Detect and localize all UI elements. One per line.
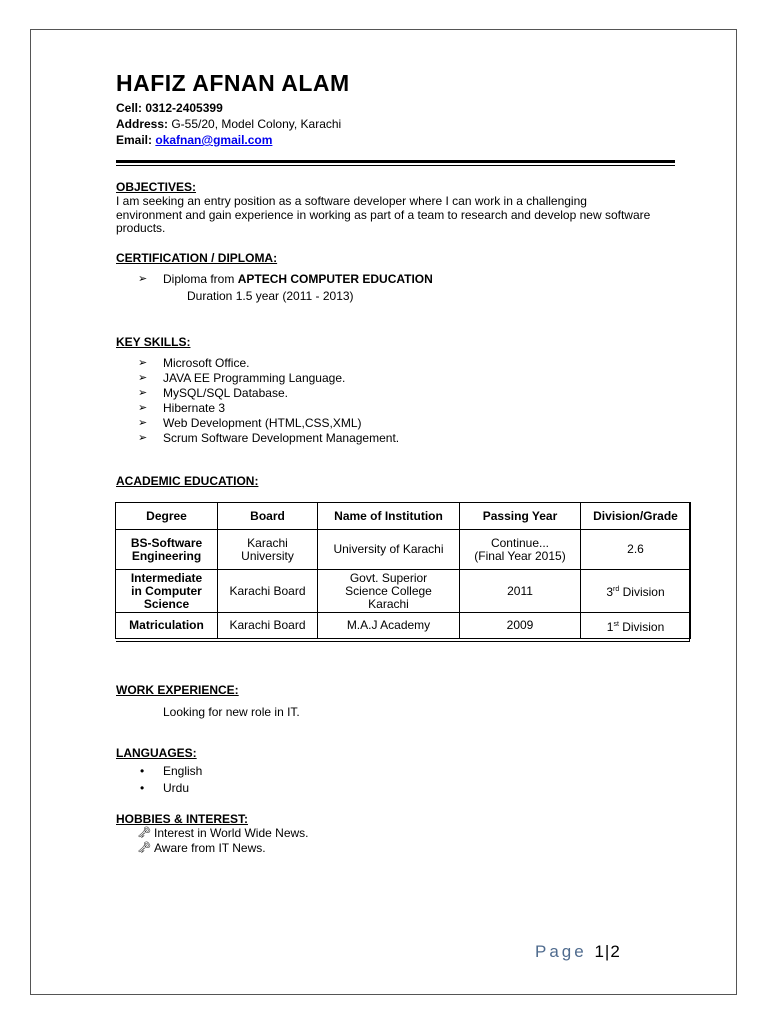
column-header: Board [218, 503, 318, 530]
education-heading: ACADEMIC EDUCATION: [116, 474, 259, 488]
language-item: English [163, 764, 203, 778]
cell-line: University [241, 548, 294, 563]
cell-line: in Computer [131, 583, 202, 598]
cell-line: Science [143, 596, 190, 611]
contact-address [116, 117, 341, 131]
board-cell [218, 530, 318, 570]
certification-institution: APTECH COMPUTER EDUCATION [237, 272, 433, 286]
skill-item: Hibernate 3 [163, 401, 226, 415]
column-header: Division/Grade [581, 503, 691, 530]
certification-line [163, 272, 433, 286]
cell-line: Govt. Superior [349, 570, 428, 585]
cell-line: Karachi [368, 596, 409, 611]
year-cell: 2011 [460, 570, 581, 613]
hobby-item: Aware from IT News. [154, 841, 266, 855]
cell-line: Continue... [490, 535, 550, 550]
degree-cell [116, 570, 218, 613]
certification-duration: Duration 1.5 year (2011 - 2013) [187, 289, 354, 303]
header-divider-thin [116, 165, 675, 166]
arrow-bullet-icon: ➢ [138, 402, 148, 414]
grade-number: 1 [606, 619, 614, 634]
grade-cell [581, 570, 691, 613]
cell-line: Science College [345, 583, 432, 598]
table-row [116, 570, 691, 613]
page-total: 2 [610, 942, 621, 961]
language-item: Urdu [163, 781, 190, 795]
education-table [115, 502, 691, 639]
table-row [116, 530, 691, 570]
header-divider-thick [116, 160, 675, 163]
institution-cell: M.A.J Academy [318, 613, 460, 639]
objectives-heading: OBJECTIVES: [116, 180, 197, 194]
year-cell [460, 530, 581, 570]
cell-line: BS-Software [130, 535, 203, 550]
certification-heading: CERTIFICATION / DIPLOMA: [116, 251, 278, 265]
skill-item: Web Development (HTML,CSS,XML) [163, 416, 362, 430]
arrow-bullet-icon: ➢ [138, 372, 148, 384]
hobby-item: Interest in World Wide News. [154, 826, 309, 840]
cell-text: Cell: 0312-2405399 [116, 101, 223, 115]
degree-cell: Matriculation [116, 613, 218, 639]
institution-cell: University of Karachi [318, 530, 460, 570]
degree-cell [116, 530, 218, 570]
bullet-dot-icon: • [140, 781, 145, 795]
column-header: Degree [116, 503, 218, 530]
arrow-bullet-icon: ➢ [138, 432, 148, 444]
page-word: Page [535, 942, 587, 961]
page-separator: | [604, 942, 611, 961]
table-row [116, 613, 691, 639]
grade-number: 3 [606, 585, 614, 599]
key-bullet-icon: 🗝 [137, 842, 151, 854]
cell-line: (Final Year 2015) [474, 548, 566, 563]
cell-line: Karachi [247, 535, 288, 550]
arrow-bullet-icon: ➢ [138, 357, 148, 369]
year-cell: 2009 [460, 613, 581, 639]
cell-line: Intermediate [130, 570, 203, 585]
institution-cell [318, 570, 460, 613]
grade-ordinal: rd [613, 586, 620, 593]
languages-heading: LANGUAGES: [116, 746, 197, 760]
hobbies-heading: HOBBIES & INTEREST: [116, 812, 249, 826]
skill-item: Microsoft Office. [163, 356, 250, 370]
column-header: Name of Institution [318, 503, 460, 530]
grade-ordinal: st [613, 620, 619, 628]
skill-item: JAVA EE Programming Language. [163, 371, 346, 385]
grade-cell: 2.6 [581, 530, 691, 570]
bullet-dot-icon: • [140, 764, 145, 778]
cell-line: Engineering [131, 548, 202, 563]
arrow-bullet-icon: ➢ [138, 387, 148, 399]
address-label: Address: [116, 117, 169, 131]
board-cell: Karachi Board [218, 570, 318, 613]
board-cell: Karachi Board [218, 613, 318, 639]
work-text: Looking for new role in IT. [163, 705, 300, 719]
email-link[interactable]: okafnan@gmail.com [155, 133, 273, 147]
page-current: 1 [594, 942, 605, 961]
contact-cell [116, 101, 223, 115]
key-bullet-icon: 🗝 [137, 827, 151, 839]
objectives-text: I am seeking an entry position as a software developer where I can work in a challenging environment and gain experience in working as part of a team to research and develop new software products. [116, 194, 651, 235]
arrow-bullet-icon: ➢ [138, 417, 148, 429]
skill-item: MySQL/SQL Database. [163, 386, 288, 400]
arrow-bullet-icon: ➢ [138, 273, 148, 285]
skills-heading: KEY SKILLS: [116, 335, 191, 349]
work-heading: WORK EXPERIENCE: [116, 683, 239, 697]
email-label: Email: [116, 133, 153, 147]
certification-prefix: Diploma from [163, 272, 238, 286]
skill-item: Scrum Software Development Management. [163, 431, 400, 445]
page-number-footer [535, 942, 621, 962]
column-header: Passing Year [460, 503, 581, 530]
address-value: G-55/20, Model Colony, Karachi [168, 117, 342, 131]
grade-cell [581, 613, 691, 639]
table-header-row [116, 503, 691, 530]
contact-email [116, 133, 272, 147]
grade-text: Division [618, 619, 665, 634]
resume-name: HAFIZ AFNAN ALAM [116, 70, 350, 96]
grade-text: Division [619, 585, 665, 599]
